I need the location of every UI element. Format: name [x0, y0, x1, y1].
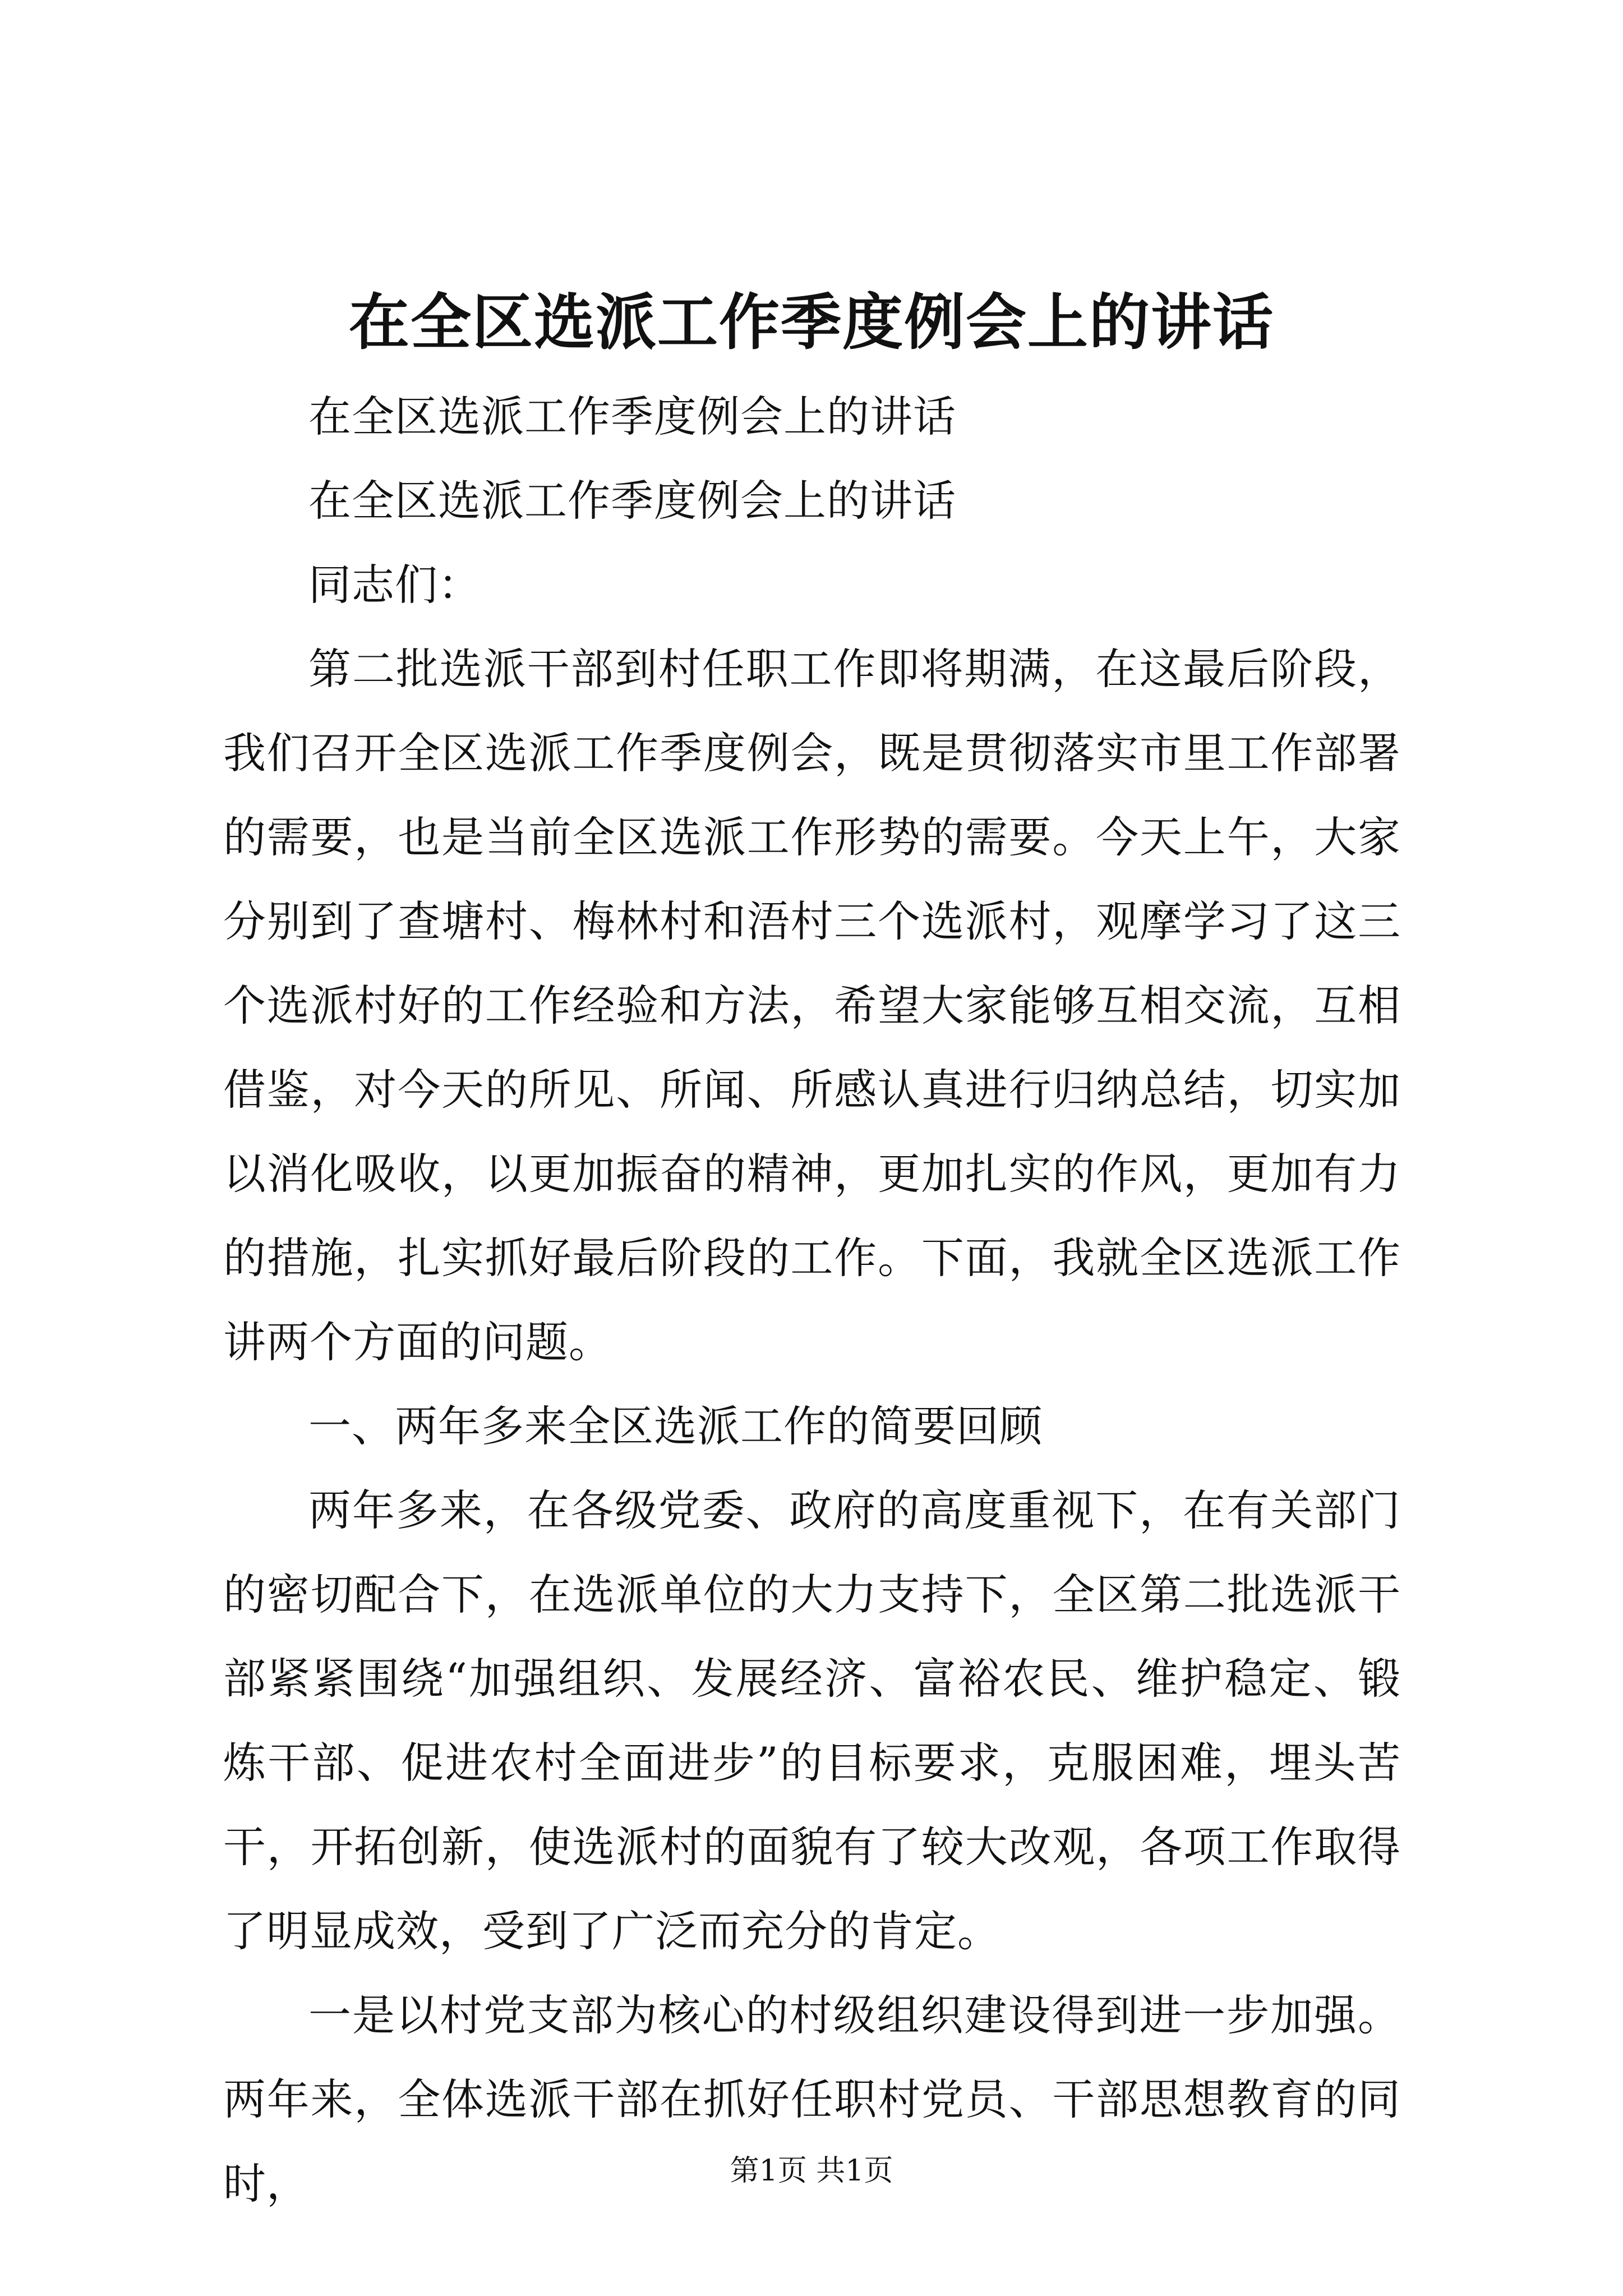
paragraph: 一是以村党支部为核心的村级组织建设得到进一步加强。两年来，全体选派干部在抓好任职村党员、干部思想教育的同时， — [223, 1990, 1401, 2208]
paragraph: 在全区选派工作季度例会上的讲话 — [308, 476, 956, 526]
paragraph: 在全区选派工作季度例会上的讲话 — [308, 392, 956, 441]
page-footer: 第1页 共1页 — [730, 2154, 893, 2188]
document-title: 在全区选派工作季度例会上的讲话 — [348, 287, 1274, 358]
paragraph: 第二批选派干部到村任职工作即将期满，在这最后阶段，我们召开全区选派工作季度例会，既是贯彻落实市里工作部署的需要，也是当前全区选派工作形势的需要。今天上午，大家分别到了查塘村、梅林村和浯村三个选派村，观摩学习了这三个选派村好的工作经验和方法，希望大家能够互相交流，互相借鉴，对今天的所见、所闻、所感认真进行归纳总结，切实加以消化吸收，以更加振奋的精神，更加扎实的作风，更加有力的措施，扎实抓好最后阶段的工作。下面，我就全区选派工作讲两个方面的问题。 — [223, 644, 1401, 1367]
document-body — [223, 375, 1401, 2226]
section-heading: 一、两年多来全区选派工作的简要回顾 — [308, 1401, 1043, 1451]
paragraph: 两年多来，在各级党委、政府的高度重视下，在有关部门的密切配合下，在选派单位的大力支持下，全区第二批选派干部紧紧围绕“加强组织、发展经济、富裕农民、维护稳定、锻炼干部、促进农村全面进步”的目标要求，克服困难，埋头苦干，开拓创新，使选派村的面貌有了较大改观，各项工作取得了明显成效，受到了广泛而充分的肯定。 — [223, 1485, 1401, 1956]
salutation: 同志们： — [308, 560, 481, 610]
